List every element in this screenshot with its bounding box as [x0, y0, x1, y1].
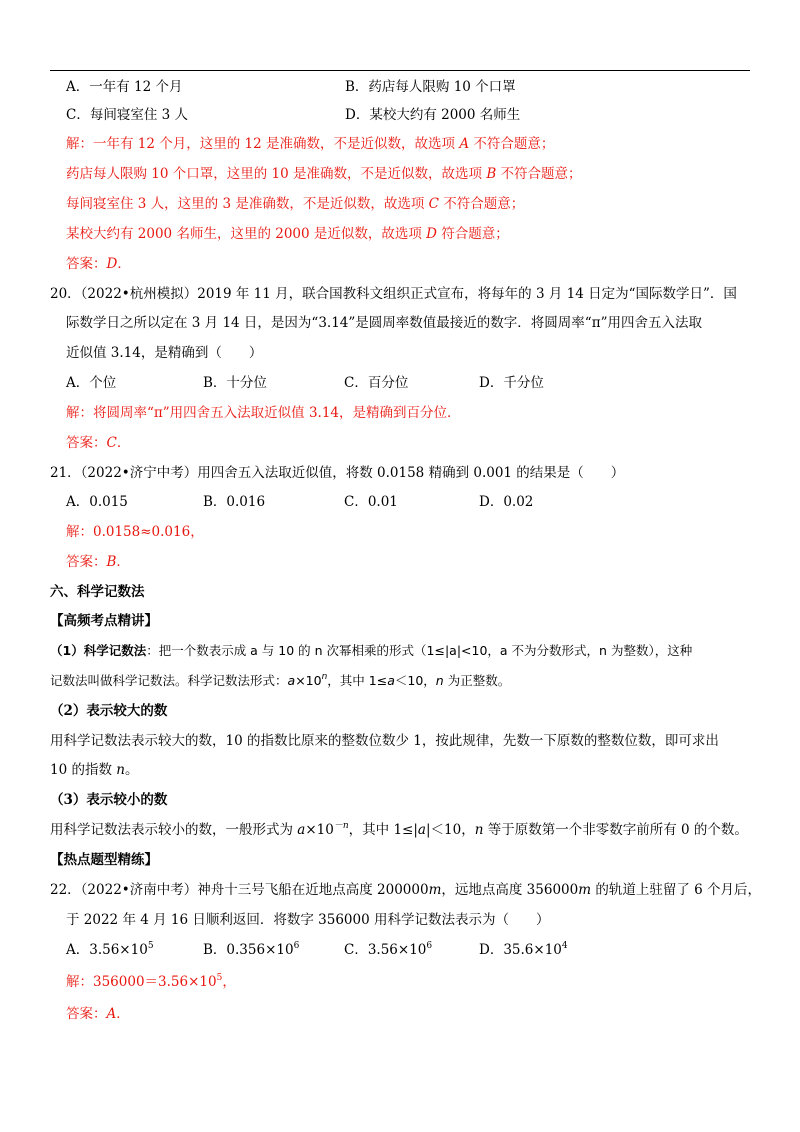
q19-solution-line-4: 某校大约有 2000 名师生，这里的 2000 是近似数，故选项 D 符合题意；	[66, 226, 509, 242]
q22-option-a: A．$3.56\times 10^5$	[66, 941, 154, 958]
q20-option-c: C．百分位	[344, 375, 409, 391]
key-point-2-line-1: 用科学记数法表示较大的数，10 的指数比原来的整数位数少 1，按此规律，先数一下原数的整数位数，即可求出	[50, 733, 719, 749]
q22-option-d: D．$35.6\times 10^4$	[479, 941, 568, 958]
q20-solution: 解：将圆周率“π”用四舍五入法取近似值 3.14，是精确到百分位．	[66, 405, 461, 421]
q21-solution: 解：0.0158≈0.016，	[66, 524, 204, 540]
q21-option-a: A．0.015	[66, 494, 128, 510]
q19-option-a: A．一年有 12 个月	[66, 79, 183, 95]
q19-solution-line-3: 每间寝室住 3 人，这里的 3 是准确数，不是近似数，故选项 C 不符合题意；	[66, 196, 525, 212]
q22-answer: 答案：A．	[66, 1006, 130, 1022]
q21-answer: 答案：B．	[66, 554, 130, 570]
q22-stem-line-1: 22．（2022•济南中考）神舟十三号飞船在近地点高度 200000m，远地点高度 356000m 的轨道上驻留了 6 个月后，	[50, 882, 761, 898]
q20-stem-line-3: 近似值 3.14，是精确到（ ）	[66, 345, 263, 361]
q20-option-b: B．十分位	[203, 375, 267, 391]
key-point-3-heading: （3）表示较小的数	[50, 792, 168, 808]
section-title: 六、科学记数法	[50, 584, 145, 600]
subheading-key-points: 【高频考点精讲】	[50, 613, 158, 629]
key-point-2-heading: （2）表示较大的数	[50, 703, 168, 719]
key-point-1-line-1: （1）科学记数法：把一个数表示成 a 与 10 的 n 次幂相乘的形式（1≤|a|<10，a 不为分数形式，n 为整数），这种	[50, 643, 693, 658]
q21-stem: 21．（2022•济宁中考）用四舍五入法取近似值，将数 0.0158 精确到 0.001 的结果是（ ）	[50, 465, 625, 481]
key-point-3-line: 用科学记数法表示较小的数，一般形式为 $a\times 10^{-n}$，其中 1≤|a|＜10，n 等于原数第一个非零数字前所有 0 的个数。	[50, 821, 748, 838]
q19-option-d: D．某校大约有 2000 名师生	[345, 107, 521, 123]
q20-option-d: D．千分位	[479, 375, 544, 391]
q20-option-a: A．个位	[66, 375, 117, 391]
q20-stem-line-2: 际数学日之所以定在 3 月 14 日，是因为“3.14”是圆周率数值最接近的数字．将圆周率“π”用四舍五入法取	[66, 315, 702, 331]
q19-solution-line-1: 解：一年有 12 个月，这里的 12 是准确数，不是近似数，故选项 A 不符合题意；	[66, 136, 555, 152]
q22-stem-line-2: 于 2022 年 4 月 16 日顺利返回．将数字 356000 用科学记数法表示为（ ）	[66, 912, 550, 928]
q22-solution: 解：$356000=3.56\times 10^5$，	[66, 973, 236, 990]
q21-option-c: C．0.01	[344, 494, 398, 510]
q20-answer: 答案：C．	[66, 435, 131, 451]
q19-solution-line-2: 药店每人限购 10 个口罩，这里的 10 是准确数，不是近似数，故选项 B 不符合题意；	[66, 166, 582, 182]
q21-option-b: B．0.016	[203, 494, 266, 510]
q20-stem-line-1: 20．（2022•杭州模拟）2019 年 11 月，联合国教科文组织正式宣布，将每年的 3 月 14 日定为“国际数学日”．国	[50, 286, 737, 302]
q19-answer: 答案：D．	[66, 256, 131, 272]
header-rule	[50, 70, 750, 71]
q19-option-c: C．每间寝室住 3 人	[66, 107, 189, 123]
subheading-practice: 【热点题型精练】	[50, 852, 158, 868]
q22-option-b: B．$0.356\times 10^6$	[203, 941, 300, 958]
q22-option-c: C．$3.56\times 10^6$	[344, 941, 433, 958]
key-point-2-line-2: 10 的指数 n。	[50, 762, 139, 778]
q19-option-b: B．药店每人限购 10 个口罩	[345, 79, 516, 95]
key-point-1-line-2: 记数法叫做科学记数法。科学记数法形式：$a\times 10^n$，其中 1≤a＜10，n 为正整数。	[50, 672, 511, 688]
q21-option-d: D．0.02	[479, 494, 534, 510]
